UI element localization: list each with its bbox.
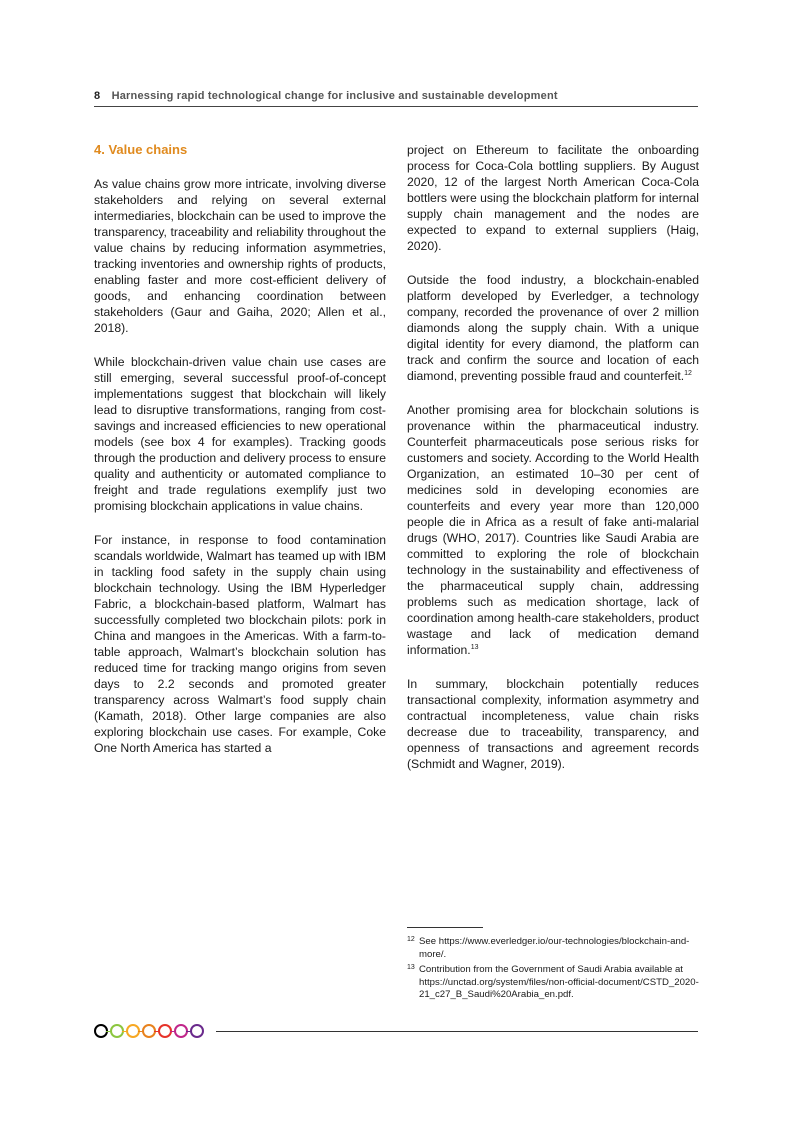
footer-rule (216, 1031, 698, 1032)
ring-icon (158, 1024, 172, 1038)
header-rule (94, 106, 698, 107)
right-column (407, 142, 699, 790)
decorative-circle-chain (94, 1024, 206, 1038)
footnote (407, 964, 699, 1002)
footnote-number: 12 (407, 936, 415, 943)
paragraph (407, 272, 699, 384)
footnote-text[interactable]: Contribution from the Government of Saudi Arabia available at https://unctad.org/system/files/non-official-document/CSTD_2020-21_c27_B_Saudi%20Arabia_en.pdf. (419, 964, 699, 1000)
ring-icon (142, 1024, 156, 1038)
footnotes (407, 936, 699, 1005)
running-header (94, 90, 698, 106)
footnote-ref[interactable]: 13 (470, 643, 479, 651)
paragraph (407, 402, 699, 658)
footnote-rule (407, 927, 483, 928)
page-footer (94, 1024, 698, 1040)
section-title: 4. Value chains (94, 142, 188, 157)
paragraph: While blockchain-driven value chain use cases are still emerging, several successful proof-of-concept implementations suggest that blockchain will likely lead to disruptive transformations, ranging from cost-savings and increased efficiencies to new operational models (see box 4 for examples). Tracking goods through the production and delivery process to ensure quality and authenticity or automated compliance to freight and trade regulations exemplify just two promising blockchain applications in value chains. (94, 355, 386, 513)
footnote-text[interactable]: See https://www.everledger.io/our-technologies/blockchain-and-more/. (419, 936, 690, 960)
ring-icon (110, 1024, 124, 1038)
page-number: 8 (94, 90, 101, 102)
footnote (407, 936, 699, 961)
paragraph: In summary, blockchain potentially reduces transactional complexity, information asymmetry and contractual incompleteness, value chain risks decrease due to traceability, transparency, and openness of transactions and agreement records (Schmidt and Wagner, 2019). (407, 677, 699, 771)
header-title: Harnessing rapid technological change for inclusive and sustainable development (111, 90, 558, 102)
left-column (94, 142, 386, 774)
paragraph-text: Another promising area for blockchain solutions is provenance within the pharmaceutical industry. Counterfeit pharmaceuticals pose serious risks for customers and society. According to the World Health Organization, an estimated 10–30 per cent of medicines sold in developing economies are counterfeits and every year more than 120,000 people die in Africa as a result of fake anti-malarial drugs (WHO, 2017). Countries like Saudi Arabia are committed to exploring the role of blockchain technology in the sustainability and effectiveness of the pharmaceutical supply chain, addressing problems such as medication shortage, lack of coordination among health-care stakeholders, product wastage and lack of medication demand information. (407, 403, 699, 657)
ring-icon (126, 1024, 140, 1038)
footnote-ref[interactable]: 12 (684, 369, 692, 377)
footnote-number: 13 (407, 964, 415, 971)
ring-icon (190, 1024, 204, 1038)
ring-icon (94, 1024, 108, 1038)
ring-icon (174, 1024, 188, 1038)
paragraph-text: Outside the food industry, a blockchain-enabled platform developed by Everledger, a technology company, recorded the provenance of over 2 million diamonds along the supply chain. With a unique digital identity for every diamond, the platform can track and confirm the source and location of each diamond, preventing possible fraud and counterfeit. (407, 273, 699, 383)
paragraph: project on Ethereum to facilitate the onboarding process for Coca-Cola bottling suppliers. By August 2020, 12 of the largest North American Coca-Cola bottlers were using the blockchain platform for internal supply chain management and the nodes are expected to expand to external suppliers (Haig, 2020). (407, 143, 699, 253)
paragraph: As value chains grow more intricate, involving diverse stakeholders and relying on several external intermediaries, blockchain can be used to improve the transparency, traceability and reliability throughout the value chains by reducing information asymmetries, tracking inventories and ownership rights of products, enabling faster and more cost-efficient delivery of goods, and enhancing coordination between stakeholders (Gaur and Gaiha, 2020; Allen et al., 2018). (94, 177, 386, 335)
paragraph: For instance, in response to food contamination scandals worldwide, Walmart has teamed up with IBM in tackling food safety in the supply chain using blockchain technology. Using the IBM Hyperledger Fabric, a blockchain-based platform, Walmart has successfully completed two blockchain pilots: pork in China and mangoes in the Americas. With a farm-to-table approach, Walmart’s blockchain solution has reduced time for tracking mango origins from seven days to 2.2 seconds and promoted greater transparency across Walmart’s food supply chain (Kamath, 2018). Other large companies are also exploring blockchain use cases. For example, Coke One North America has started a (94, 533, 386, 755)
